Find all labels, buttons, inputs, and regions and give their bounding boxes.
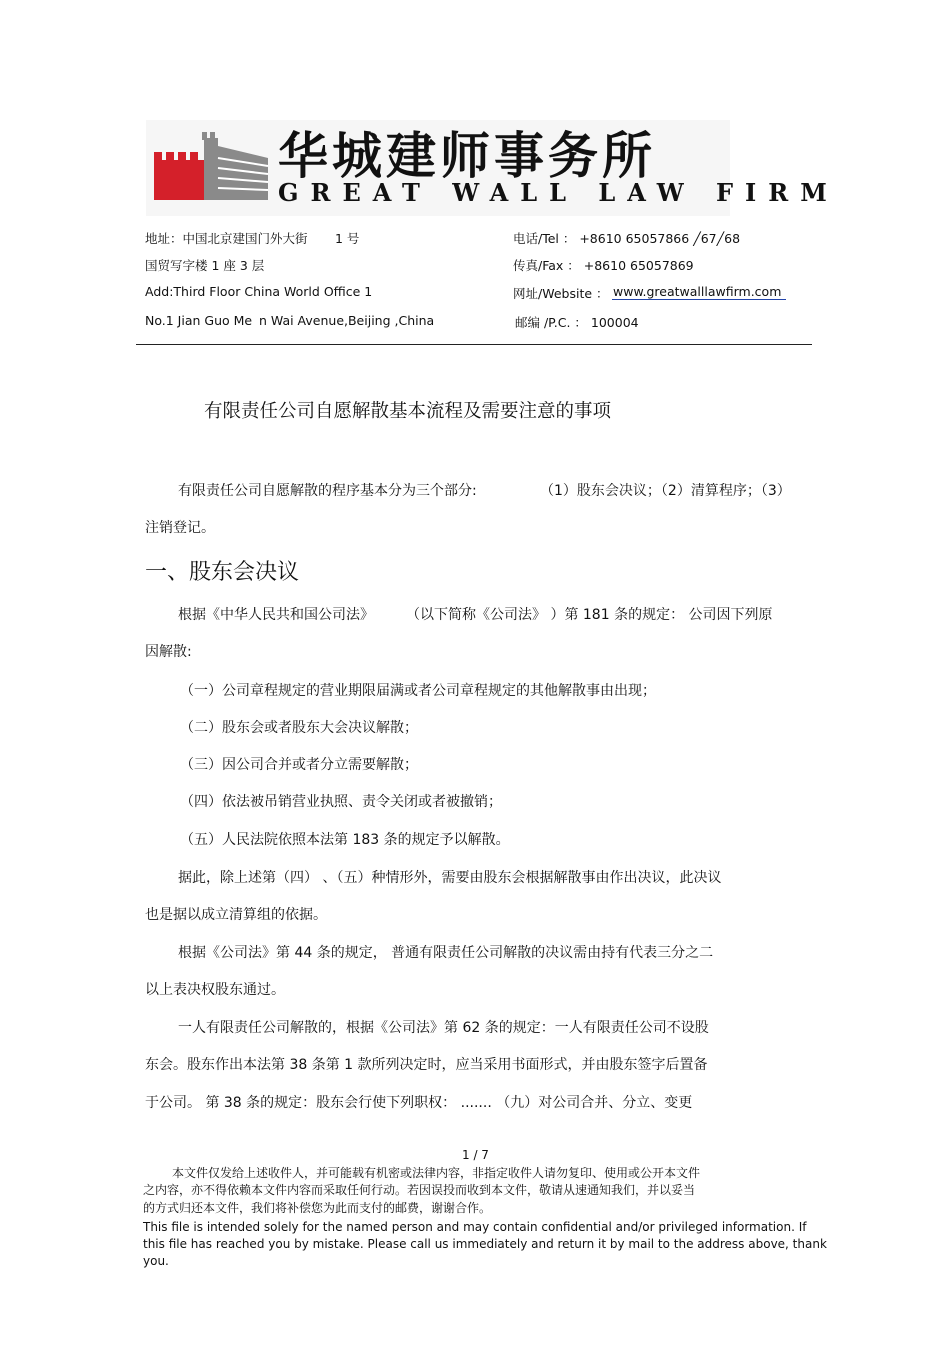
- footer-disclaimer-cn-1: 本文件仅发给上述收件人，并可能载有机密或法律内容，非指定收件人请勿复印、使用或公开本文件: [172, 1166, 701, 1180]
- tel-line: 电话/Tel ： +8610 65057866 ╱67╱68: [513, 231, 741, 246]
- paragraph-4a: 一人有限责任公司解散的，根据《公司法》第 62 条的规定：一人有限责任公司不设股: [178, 1020, 709, 1036]
- paragraph-1b: （以下简称《公司法》 ）第 181 条的规定： 公司因下列原: [406, 607, 773, 623]
- paragraph-3a: 根据《公司法》第 44 条的规定， 普通有限责任公司解散的决议需由持有代表三分之二: [178, 945, 714, 961]
- intro-text-b: （1）股东会决议；（2）清算程序；（3）: [540, 483, 791, 499]
- great-wall-icon: [152, 128, 270, 204]
- address-line-2: 国贸写字楼 1 座 3 层: [145, 258, 265, 273]
- paragraph-1a: 根据《中华人民共和国公司法》: [178, 607, 374, 623]
- paragraph-2a: 据此，除上述第（四） 、（五）种情形外，需要由股东会根据解散事由作出决议，此决议: [178, 870, 722, 886]
- list-item: （一）公司章程规定的营业期限届满或者公司章程规定的其他解散事由出现；: [180, 683, 656, 699]
- footer-disclaimer-cn-3: 的方式归还本文件，我们将补偿您为此而支付的邮费，谢谢合作。: [143, 1201, 492, 1215]
- list-item: （四）依法被吊销营业执照、责令关闭或者被撤销；: [180, 794, 502, 810]
- address-en-line-2b: n Wai Avenue,Beijing ,China: [259, 313, 435, 328]
- list-item: （二）股东会或者股东大会决议解散；: [180, 720, 418, 736]
- website-label: 网址/Website ：: [513, 286, 609, 301]
- footer-disclaimer-cn-2: 之内容，亦不得依赖本文件内容而采取任何行动。若因误投而收到本文件，敬请从速通知我们，并以妥当: [143, 1183, 696, 1197]
- list-item: （三）因公司合并或者分立需要解散；: [180, 757, 418, 773]
- document-title: 有限责任公司自愿解散基本流程及需要注意的事项: [204, 401, 612, 422]
- intro-text-a: 有限责任公司自愿解散的程序基本分为三个部分:: [178, 483, 477, 499]
- list-item: （五）人民法院依照本法第 183 条的规定予以解散。: [180, 832, 510, 848]
- paragraph-4b: 东会。股东作出本法第 38 条第 1 款所列决定时，应当采用书面形式，并由股东签字后置备: [145, 1057, 708, 1073]
- address-en-line-1: Add:Third Floor China World Office 1: [145, 284, 373, 299]
- footer-disclaimer-en-2: this file has reached you by mistake. Please call us immediately and return it by mail to the address above, thank: [143, 1237, 827, 1251]
- website-underline: [612, 299, 786, 300]
- postcode-line: 邮编 /P.C. ： 100004: [515, 315, 639, 330]
- logo-english-name: GREAT WALL LAW FIRM: [278, 178, 839, 207]
- section-heading: 一、股东会决议: [145, 560, 300, 585]
- fax-line: 传真/Fax ： +8610 65057869: [513, 258, 694, 273]
- address-number: 1 号: [335, 231, 360, 246]
- paragraph-4c: 于公司。 第 38 条的规定：股东会行使下列职权： ....... （九）对公司合并、分立、变更: [145, 1095, 693, 1111]
- intro-text-c: 注销登记。: [145, 520, 215, 536]
- paragraph-2b: 也是据以成立清算组的依据。: [145, 907, 327, 923]
- paragraph-1c: 因解散:: [145, 644, 192, 660]
- logo-chinese-name: 华城建师事务所: [278, 127, 656, 185]
- page-number: 1 / 7: [462, 1148, 489, 1162]
- paragraph-3b: 以上表决权股东通过。: [145, 982, 285, 998]
- footer-disclaimer-en-1: This file is intended solely for the named person and may contain confidential and/or privileged information. If: [143, 1220, 807, 1234]
- address-label: 地址：中国北京建国门外大街: [145, 231, 308, 246]
- footer-disclaimer-en-3: you.: [143, 1254, 169, 1268]
- website-link[interactable]: www.greatwalllawfirm.com: [613, 284, 782, 299]
- address-en-line-2a: No.1 Jian Guo Me: [145, 313, 253, 328]
- header-divider: [136, 344, 812, 345]
